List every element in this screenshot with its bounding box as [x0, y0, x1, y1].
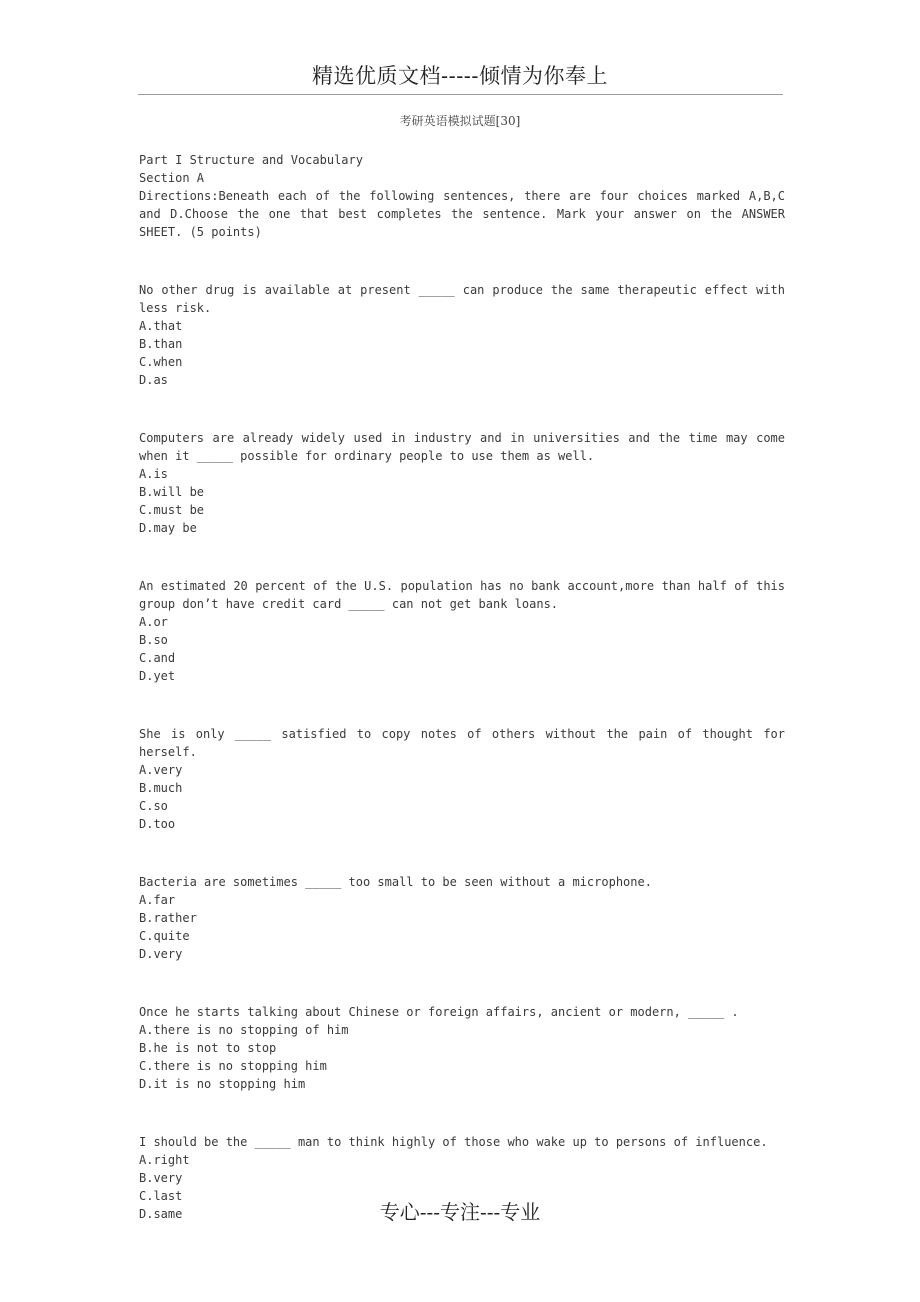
option-a: A.right [139, 1153, 190, 1167]
option-a: A.is [139, 467, 168, 481]
question-stem: No other drug is available at present _____ can produce the same therapeutic effect with less risk. [139, 283, 785, 315]
page-header: 精选优质文档-----倾情为你奉上 [312, 64, 608, 88]
option-c: C.there is no stopping him [139, 1059, 327, 1073]
question-stem: I should be the _____ man to think highly of those who wake up to persons of influence. [139, 1135, 768, 1149]
option-a: A.far [139, 893, 176, 907]
section-heading: Section A [139, 171, 205, 185]
question-1 [139, 281, 785, 389]
intro-block [139, 151, 785, 241]
option-a: A.there is no stopping of him [139, 1023, 349, 1037]
option-list [139, 1021, 785, 1093]
option-d: D.very [139, 947, 183, 961]
question-4 [139, 725, 785, 833]
question-6 [139, 1003, 785, 1093]
question-stem: Computers are already widely used in industry and in universities and the time may come when it _____ possible for ordinary people to use them as well. [139, 431, 785, 463]
option-c: C.last [139, 1189, 183, 1203]
header-divider [138, 94, 783, 95]
option-d: D.too [139, 817, 176, 831]
option-b: B.so [139, 633, 168, 647]
option-a: A.that [139, 319, 183, 333]
question-stem: She is only _____ satisfied to copy notes of others without the pain of thought for herself. [139, 727, 785, 759]
option-b: B.rather [139, 911, 197, 925]
option-list [139, 761, 785, 833]
question-3 [139, 577, 785, 685]
option-d: D.yet [139, 669, 176, 683]
option-b: B.much [139, 781, 183, 795]
option-a: A.very [139, 763, 183, 777]
option-c: C.must be [139, 503, 205, 517]
option-b: B.he is not to stop [139, 1041, 277, 1055]
question-stem: Once he starts talking about Chinese or foreign affairs, ancient or modern, _____ . [139, 1005, 739, 1019]
question-2 [139, 429, 785, 537]
option-list [139, 317, 785, 389]
option-list [139, 465, 785, 537]
document-body [139, 151, 785, 1263]
question-stem: An estimated 20 percent of the U.S. population has no bank account,more than half of this group don’t have credit card _____ can not get bank loans. [139, 579, 785, 611]
document-title: 考研英语模拟试题[30] [399, 114, 521, 128]
option-d: D.same [139, 1207, 183, 1221]
option-b: B.will be [139, 485, 205, 499]
option-d: D.it is no stopping him [139, 1077, 306, 1091]
option-list [139, 891, 785, 963]
option-b: B.very [139, 1171, 183, 1185]
option-c: C.and [139, 651, 176, 665]
directions-text: Directions:Beneath each of the following sentences, there are four choices marked A,B,C and D.Choose the one that best completes the sentence. Mark your answer on the ANSWER SHEET. (5 points) [139, 189, 785, 239]
page-footer: 专心---专注---专业 [379, 1200, 541, 1224]
option-list [139, 613, 785, 685]
option-c: C.quite [139, 929, 190, 943]
option-d: D.may be [139, 521, 197, 535]
question-stem: Bacteria are sometimes _____ too small to be seen without a microphone. [139, 875, 652, 889]
part-heading: Part I Structure and Vocabulary [139, 153, 363, 167]
option-c: C.so [139, 799, 168, 813]
option-b: B.than [139, 337, 183, 351]
option-a: A.or [139, 615, 168, 629]
option-c: C.when [139, 355, 183, 369]
question-5 [139, 873, 785, 963]
option-d: D.as [139, 373, 168, 387]
